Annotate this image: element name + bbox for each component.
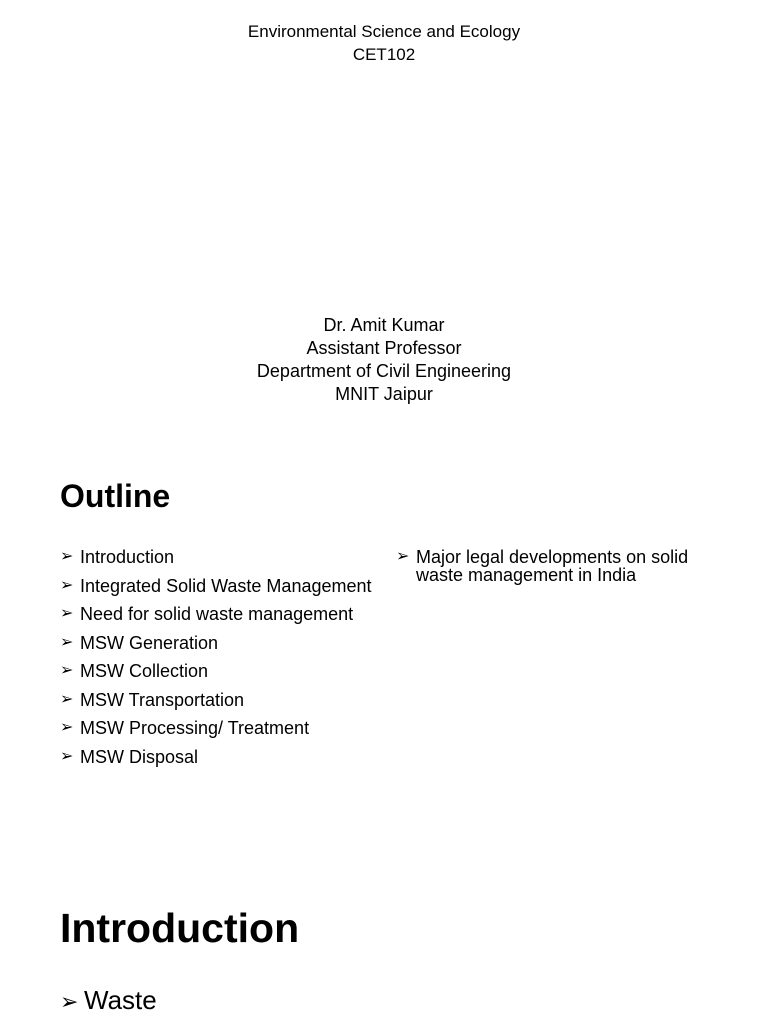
author-info <box>0 314 768 406</box>
arrow-bullet-icon: ➢ <box>60 747 74 765</box>
arrow-bullet-icon: ➢ <box>60 633 74 651</box>
arrow-bullet-icon: ➢ <box>60 989 79 1014</box>
list-item <box>60 577 380 595</box>
outline-item-label: MSW Disposal <box>80 746 199 767</box>
arrow-bullet-icon: ➢ <box>60 576 74 594</box>
list-item <box>60 691 380 709</box>
author-institute: MNIT Jaipur <box>335 384 433 404</box>
intro-list-item <box>60 984 157 1018</box>
introduction-heading: Introduction <box>60 905 300 951</box>
list-item <box>60 662 380 680</box>
arrow-bullet-icon: ➢ <box>396 548 410 565</box>
outline-item-label: Need for solid waste management <box>80 604 354 624</box>
intro-item-label: Waste <box>84 985 157 1015</box>
author-name: Dr. Amit Kumar <box>323 315 445 335</box>
author-department: Department of Civil Engineering <box>256 361 512 381</box>
outline-item-label: Major legal developments on solid waste management in India <box>416 547 689 585</box>
arrow-bullet-icon: ➢ <box>60 662 74 679</box>
outline-list-right <box>396 548 736 595</box>
list-item <box>60 748 380 766</box>
course-title: Environmental Science and Ecology <box>247 22 521 41</box>
course-code: CET102 <box>352 45 416 64</box>
outline-item-label: MSW Collection <box>80 661 209 681</box>
outline-heading: Outline <box>60 478 171 514</box>
arrow-bullet-icon: ➢ <box>60 719 74 736</box>
outline-item-label: Introduction <box>80 547 175 567</box>
outline-item-label: MSW Transportation <box>80 689 245 710</box>
arrow-bullet-icon: ➢ <box>60 690 74 708</box>
list-item <box>60 548 380 566</box>
arrow-bullet-icon: ➢ <box>60 605 74 622</box>
outline-item-label: MSW Generation <box>80 632 219 653</box>
author-position: Assistant Professor <box>306 338 462 358</box>
arrow-bullet-icon: ➢ <box>60 548 74 565</box>
list-item <box>60 719 380 737</box>
outline-item-label: MSW Processing/ Treatment <box>80 718 310 738</box>
list-item <box>60 634 380 652</box>
list-item <box>396 548 736 584</box>
title-slide-header <box>0 20 768 66</box>
outline-item-label: Integrated Solid Waste Management <box>80 575 372 596</box>
list-item <box>60 605 380 623</box>
outline-list-left <box>60 548 380 776</box>
